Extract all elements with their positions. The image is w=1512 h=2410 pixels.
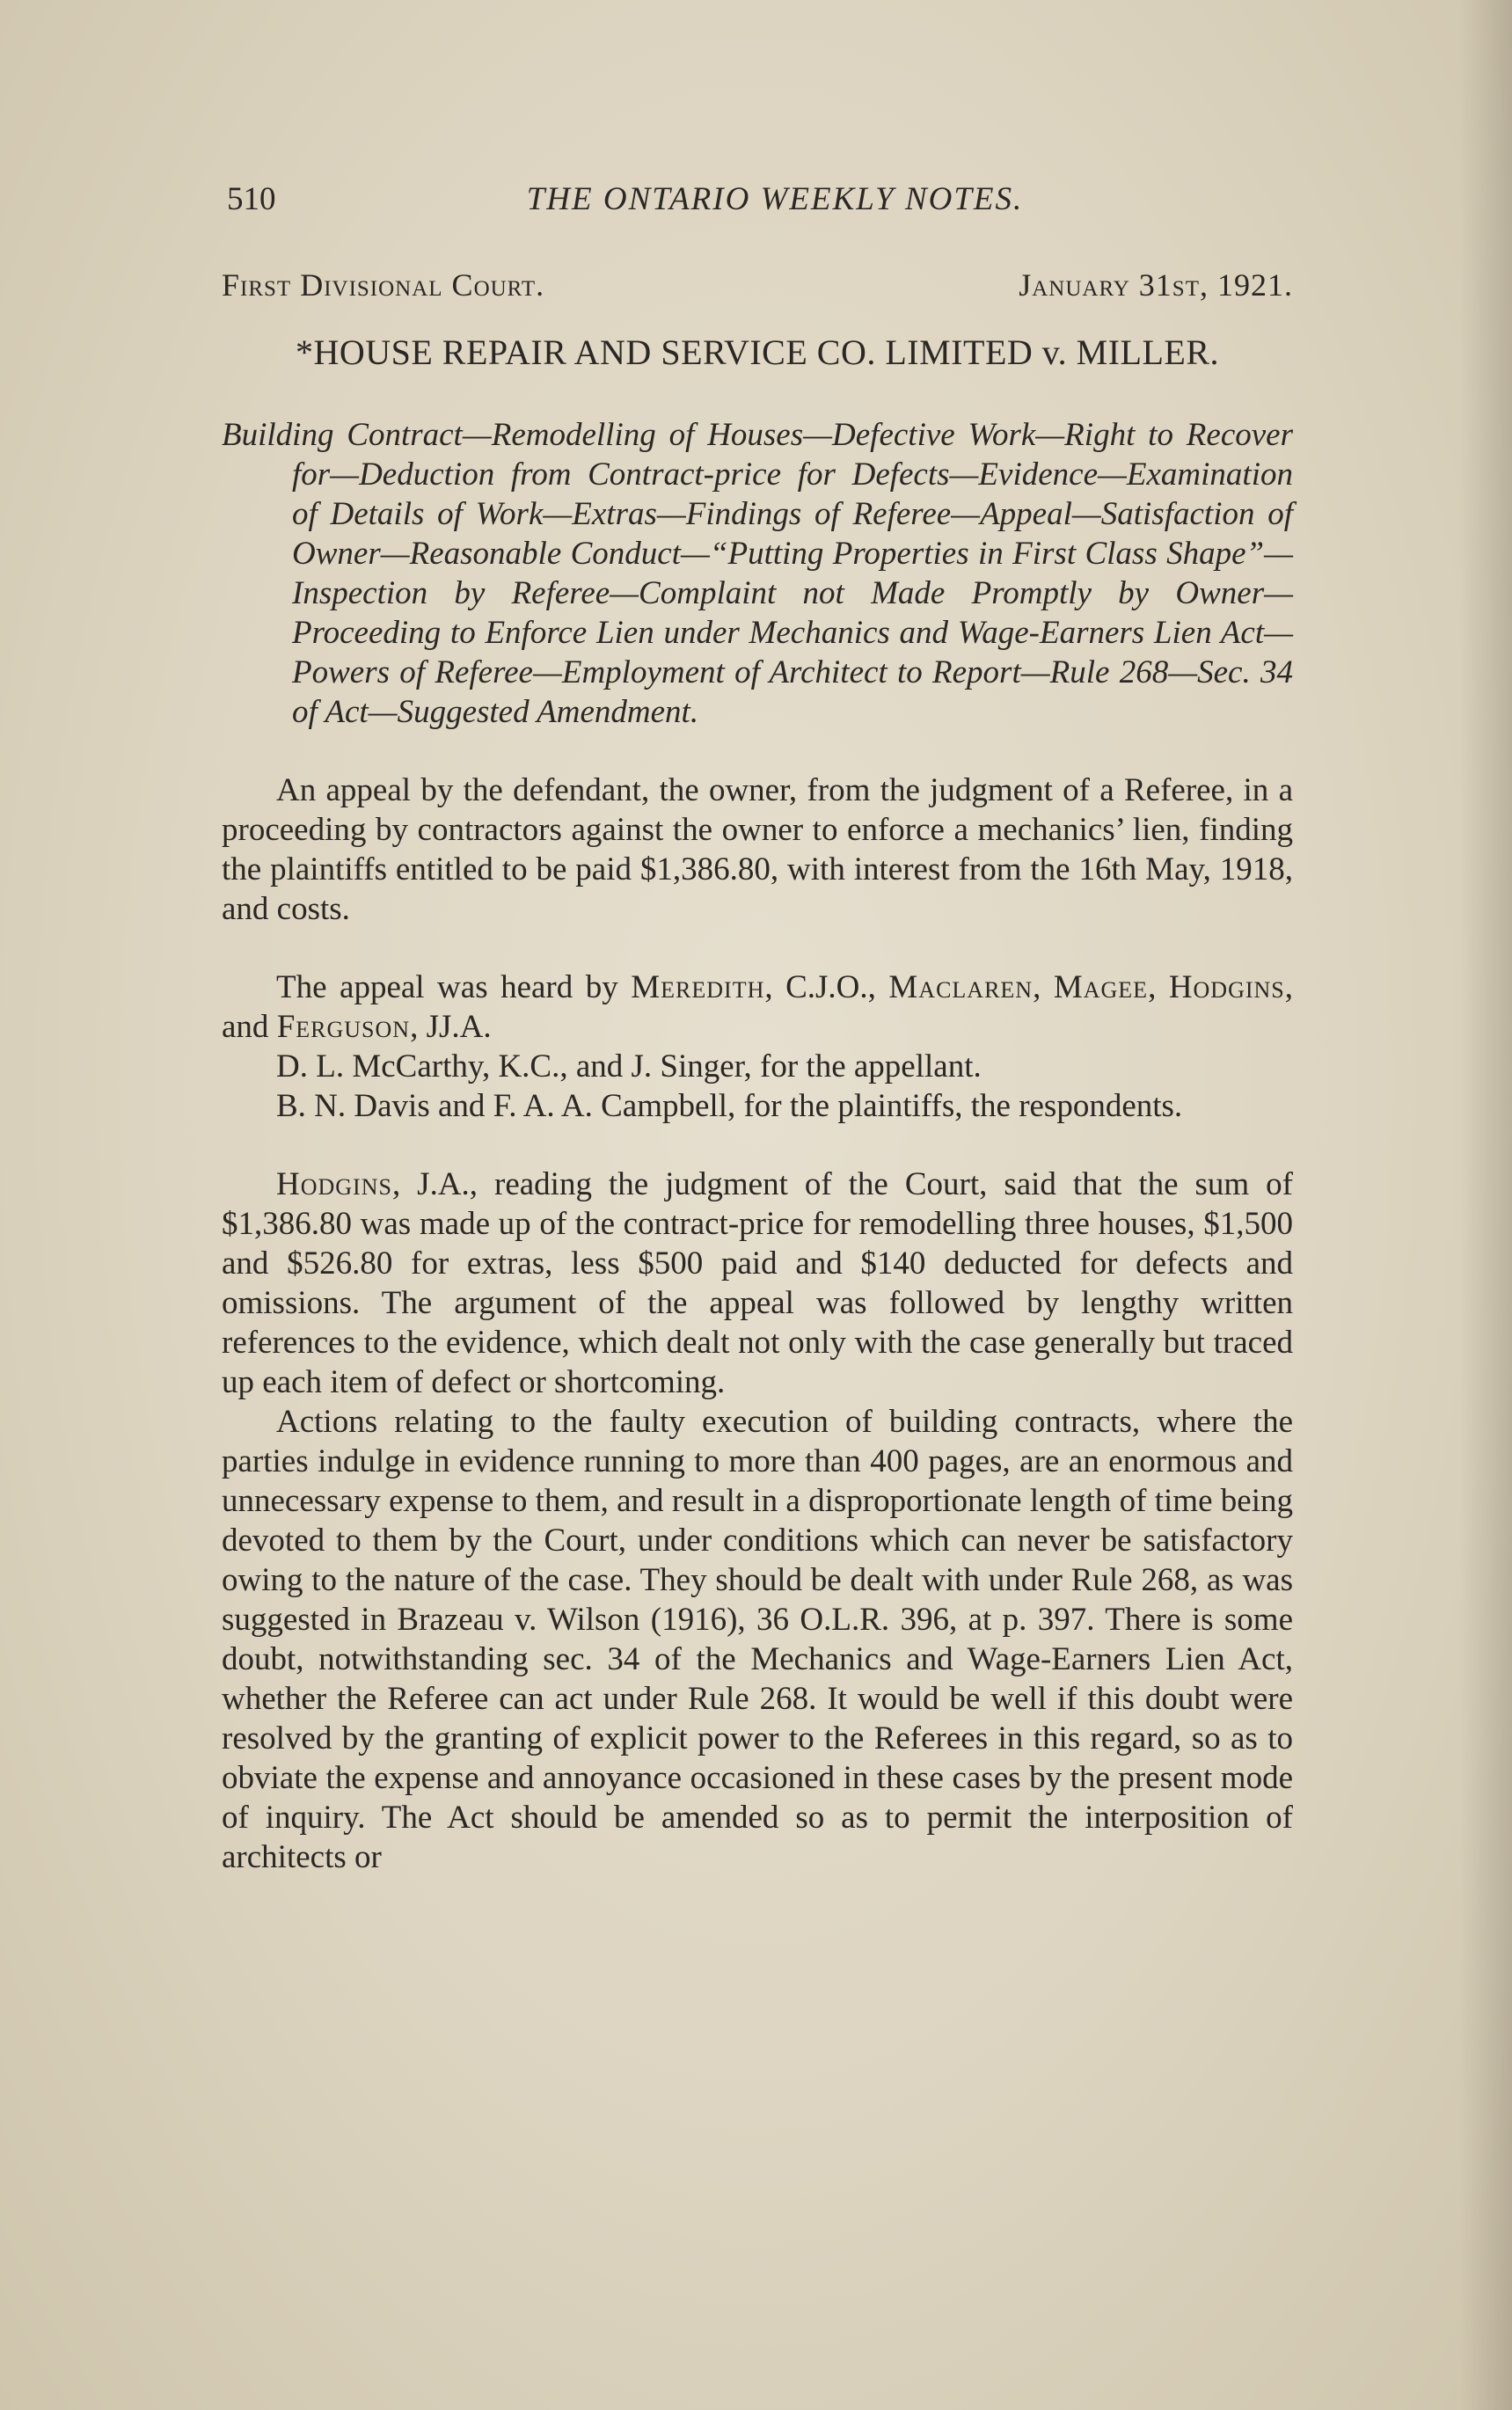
judge-name: Magee <box>1053 969 1149 1005</box>
page-number: 510 <box>227 181 276 217</box>
hearing-text: , and <box>222 969 1294 1045</box>
court-name: First Divisional Court. <box>222 267 545 303</box>
judge-name: Maclaren <box>888 969 1034 1005</box>
running-head <box>222 180 1293 233</box>
journal-title: THE ONTARIO WEEKLY NOTES. <box>526 181 1024 217</box>
decision-date: January 31st, 1921. <box>1019 267 1293 303</box>
court-line <box>222 267 1293 303</box>
hearing-prefix: The appeal was heard by <box>276 969 632 1005</box>
judgment-paragraph-2: Actions relating to the faulty execution of building contracts, where the parties indulge in evidence running to more than 400 pages, are an enormous and unnecessary expense to them, and result in a disproportionate length of time being devoted to them by the Court, under conditions which can never be satisfactory owing to the nature of the case. They should be dealt with under Rule 268, as was suggested in Brazeau v. Wilson (1916), 36 O.L.R. 396, at p. 397. There is some doubt, notwithstanding sec. 34 of the Mechanics and Wage-Earners Lien Act, whether the Referee can act under Rule 268. It would be well if this doubt were resolved by the granting of explicit power to the Referees in this regard, so as to obviate the expense and annoyance occasioned in these cases by the present mode of inquiry. The Act should be amended so as to permit the interposition of architects or <box>222 1404 1293 1875</box>
headnote: Building Contract—Remodelling of Houses—Defective Work—Right to Recover for—Deduction from Contract-price for Defects—Evidence—Examination of Details of Work—Extras—Findings of Referee—Appeal—Satisfaction of Owner—Reasonable Conduct—“Putting Properties in First Class Shape”—Inspection by Referee—Complaint not Made Promptly by Owner—Proceeding to Enforce Lien under Mechanics and Wage-Earners Lien Act—Powers of Referee—Employment of Architect to Report—Rule 268—Sec. 34 of Act—Suggested Amendment. <box>222 417 1293 730</box>
hearing-suffix: , JJ.A. <box>410 1009 492 1045</box>
case-title: *HOUSE REPAIR AND SERVICE CO. LIMITED v. MILLER. <box>295 332 1220 372</box>
hearing-text: , <box>1148 969 1169 1005</box>
page-content <box>222 180 1293 1877</box>
hearing-text: , C.J.O., <box>764 969 889 1005</box>
counsel-respondents: B. N. Davis and F. A. A. Campbell, for the plaintiffs, the respondents. <box>276 1088 1183 1124</box>
judge-name: Ferguson <box>276 1009 411 1045</box>
judge-name: Hodgins <box>1168 969 1285 1005</box>
intro-paragraph: An appeal by the defendant, the owner, from the judgment of a Referee, in a proceeding by contractors against the owner to enforce a mechanics’ lien, finding the plaintiffs entitled to be paid $1,386.80, with interest from the 16th May, 1918, and costs. <box>222 772 1293 927</box>
judgment-text: , J.A., reading the judgment of the Court, said that the sum of $1,386.80 was made up of the contract-price for remodelling three houses, $1,500 and $526.80 for extras, less $500 paid and $140 deducted for defects and omissions. The argument of the appeal was followed by lengthy written references to the evidence, which dealt not only with the case generally but traced up each item of defect or shortcoming. <box>222 1166 1293 1400</box>
hearing-paragraph <box>222 968 1293 1047</box>
judgment-author: Hodgins <box>276 1166 392 1202</box>
judgment-paragraph-1 <box>222 1165 1293 1402</box>
judge-name: Meredith <box>631 969 765 1005</box>
hearing-text: , <box>1033 969 1054 1005</box>
counsel-appellant: D. L. McCarthy, K.C., and J. Singer, for the appellant. <box>276 1048 982 1084</box>
